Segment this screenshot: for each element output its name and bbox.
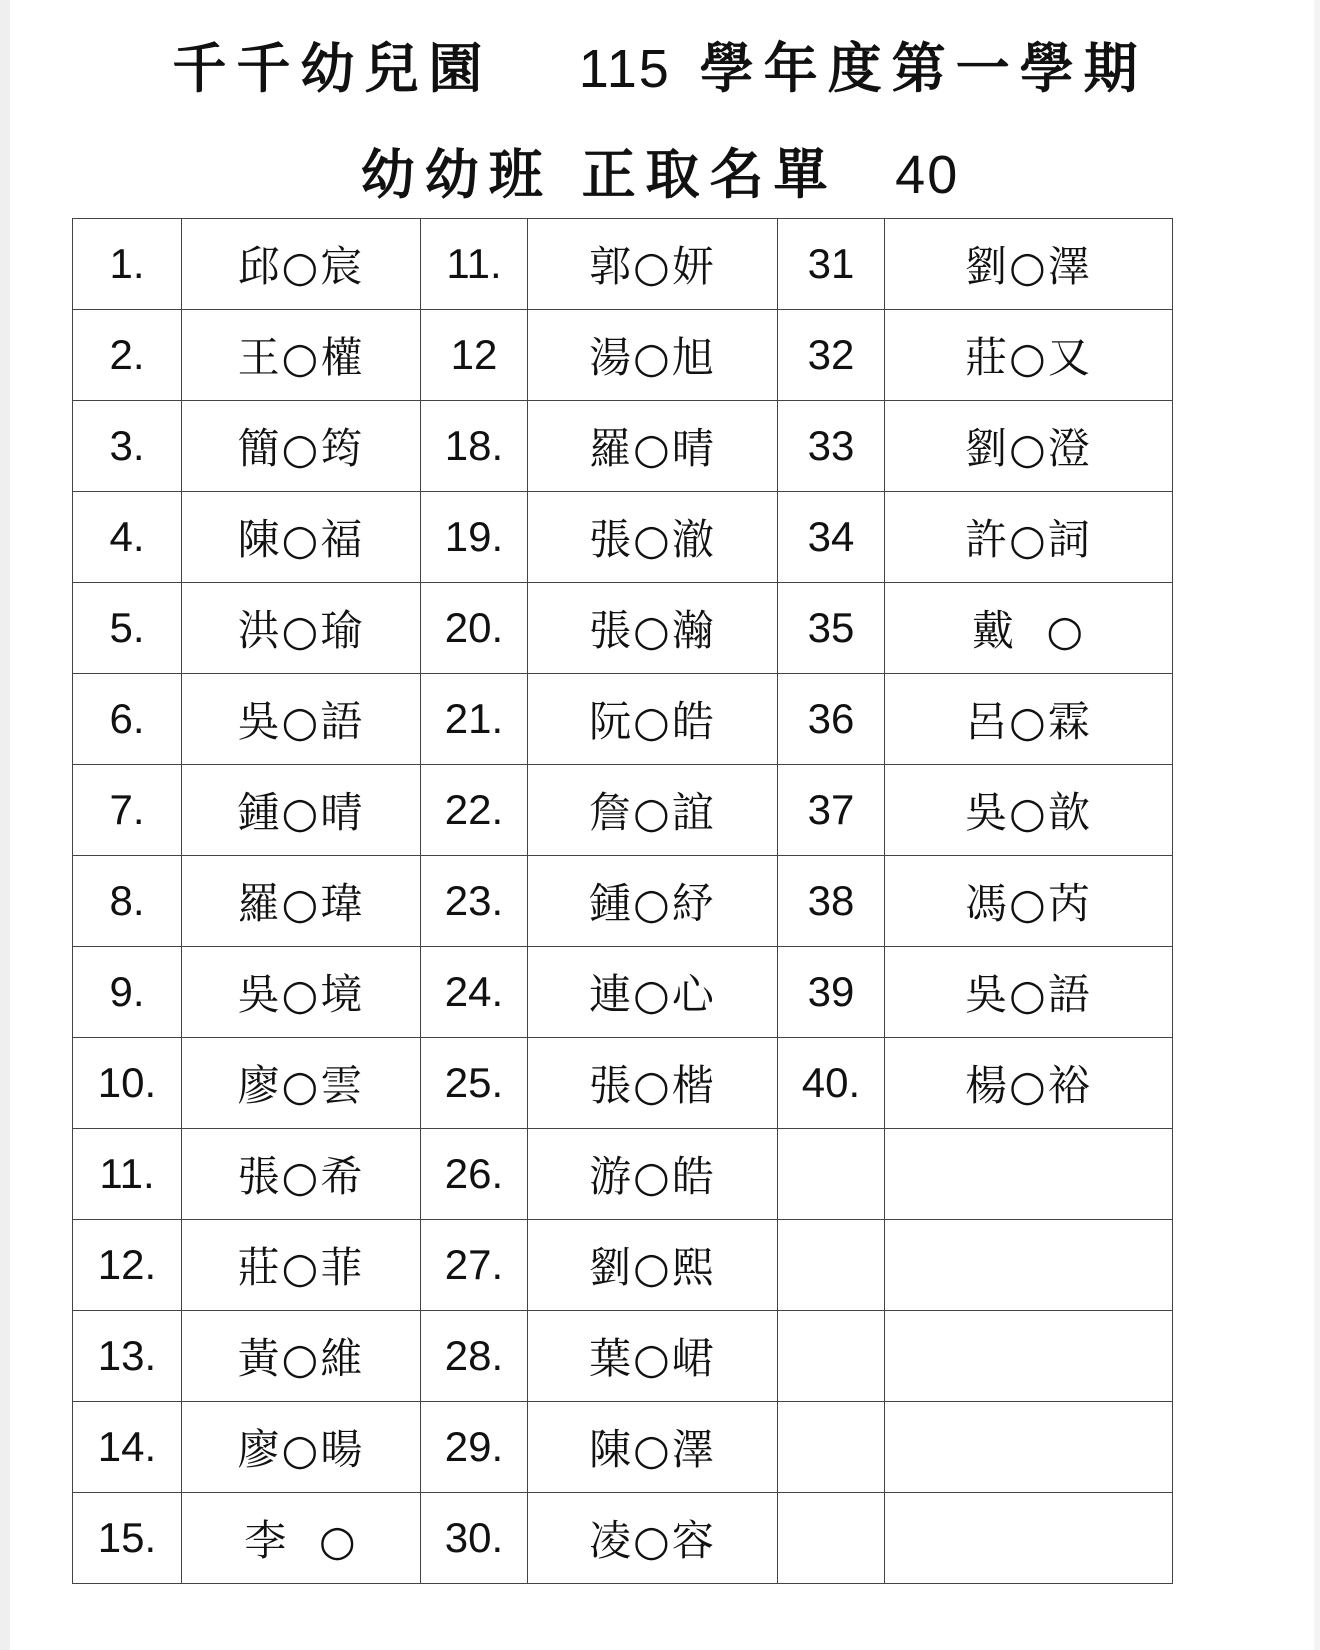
col1-number: 8. (73, 856, 182, 947)
col1-number: 9. (73, 947, 182, 1038)
col2-number: 20. (421, 583, 528, 674)
col1-student-name: 羅○瑋 (182, 856, 421, 947)
table-row (73, 1402, 1173, 1493)
document-subtitle (0, 132, 1320, 209)
col3-number: 36 (778, 674, 885, 765)
col2-student-name: 葉○峮 (528, 1311, 778, 1402)
page-right-edge (1314, 0, 1320, 1650)
col3-student-name: 劉○澤 (885, 219, 1173, 310)
col2-student-name: 張○楷 (528, 1038, 778, 1129)
academic-year: 115 (578, 39, 671, 99)
col3-number: 33 (778, 401, 885, 492)
col2-student-name: 郭○妍 (528, 219, 778, 310)
col3-number (778, 1129, 885, 1220)
col3-number (778, 1220, 885, 1311)
col2-student-name: 凌○容 (528, 1493, 778, 1584)
col2-student-name: 鍾○紓 (528, 856, 778, 947)
col2-number: 26. (421, 1129, 528, 1220)
col1-student-name: 廖○雲 (182, 1038, 421, 1129)
col1-number: 14. (73, 1402, 182, 1493)
col1-student-name: 鍾○晴 (182, 765, 421, 856)
col3-student-name: 劉○澄 (885, 401, 1173, 492)
table-row (73, 219, 1173, 310)
col1-number: 13. (73, 1311, 182, 1402)
col2-number: 18. (421, 401, 528, 492)
col3-student-name (885, 1220, 1173, 1311)
table-row (73, 1129, 1173, 1220)
table-row (73, 310, 1173, 401)
col1-number: 15. (73, 1493, 182, 1584)
col3-student-name: 馮○芮 (885, 856, 1173, 947)
col1-student-name: 廖○暘 (182, 1402, 421, 1493)
col1-student-name: 洪○瑜 (182, 583, 421, 674)
table-row (73, 1311, 1173, 1402)
col3-student-name (885, 1129, 1173, 1220)
col2-student-name: 陳○澤 (528, 1402, 778, 1493)
table-row (73, 492, 1173, 583)
col3-number: 35 (778, 583, 885, 674)
col3-number (778, 1493, 885, 1584)
term-label: 學年度第一學期 (699, 36, 1148, 100)
school-name: 千千幼兒園 (172, 36, 493, 100)
col1-student-name: 張○希 (182, 1129, 421, 1220)
col1-student-name: 李 ○ (182, 1493, 421, 1584)
col3-student-name: 吳○語 (885, 947, 1173, 1038)
col1-student-name: 吳○境 (182, 947, 421, 1038)
table-row (73, 674, 1173, 765)
col2-student-name: 羅○晴 (528, 401, 778, 492)
col1-student-name: 莊○菲 (182, 1220, 421, 1311)
col3-number: 34 (778, 492, 885, 583)
col3-number: 39 (778, 947, 885, 1038)
col3-number (778, 1402, 885, 1493)
col2-number: 11. (421, 219, 528, 310)
col3-number: 38 (778, 856, 885, 947)
col1-student-name: 陳○福 (182, 492, 421, 583)
col2-number: 21. (421, 674, 528, 765)
col3-student-name (885, 1311, 1173, 1402)
document-title (0, 26, 1320, 103)
col3-student-name: 莊○又 (885, 310, 1173, 401)
col1-number: 10. (73, 1038, 182, 1129)
col2-number: 22. (421, 765, 528, 856)
col2-student-name: 劉○熙 (528, 1220, 778, 1311)
col1-student-name: 吳○語 (182, 674, 421, 765)
col3-number: 37 (778, 765, 885, 856)
col1-student-name: 黃○維 (182, 1311, 421, 1402)
col2-number: 28. (421, 1311, 528, 1402)
col1-number: 5. (73, 583, 182, 674)
col2-student-name: 湯○旭 (528, 310, 778, 401)
col1-number: 3. (73, 401, 182, 492)
col3-number: 32 (778, 310, 885, 401)
col1-number: 12. (73, 1220, 182, 1311)
col1-number: 4. (73, 492, 182, 583)
page-left-edge (0, 0, 10, 1650)
col3-number (778, 1311, 885, 1402)
roster-body (73, 219, 1173, 1584)
col2-number: 23. (421, 856, 528, 947)
class-name: 幼幼班 (360, 142, 553, 206)
col3-student-name: 楊○裕 (885, 1038, 1173, 1129)
table-row (73, 1038, 1173, 1129)
col1-number: 2. (73, 310, 182, 401)
table-row (73, 856, 1173, 947)
col2-student-name: 游○皓 (528, 1129, 778, 1220)
col2-student-name: 張○瀚 (528, 583, 778, 674)
col3-number: 31 (778, 219, 885, 310)
list-label: 正取名單 (581, 142, 838, 206)
table-row (73, 1220, 1173, 1311)
col3-student-name: 呂○霖 (885, 674, 1173, 765)
table-row (73, 1493, 1173, 1584)
table-row (73, 765, 1173, 856)
col1-student-name: 邱○宸 (182, 219, 421, 310)
col3-student-name (885, 1493, 1173, 1584)
col1-student-name: 簡○筠 (182, 401, 421, 492)
col3-student-name: 戴 ○ (885, 583, 1173, 674)
col3-student-name: 許○詞 (885, 492, 1173, 583)
col2-student-name: 阮○皓 (528, 674, 778, 765)
col2-number: 27. (421, 1220, 528, 1311)
col2-number: 25. (421, 1038, 528, 1129)
col1-number: 7. (73, 765, 182, 856)
col2-number: 30. (421, 1493, 528, 1584)
col2-number: 29. (421, 1402, 528, 1493)
admission-count: 40 (895, 145, 960, 205)
col3-number: 40. (778, 1038, 885, 1129)
col3-student-name (885, 1402, 1173, 1493)
col1-number: 1. (73, 219, 182, 310)
col2-number: 19. (421, 492, 528, 583)
col2-number: 12 (421, 310, 528, 401)
col1-number: 6. (73, 674, 182, 765)
table-row (73, 947, 1173, 1038)
col2-student-name: 連○心 (528, 947, 778, 1038)
col1-number: 11. (73, 1129, 182, 1220)
col2-student-name: 張○澈 (528, 492, 778, 583)
table-row (73, 583, 1173, 674)
table-row (73, 401, 1173, 492)
col1-student-name: 王○權 (182, 310, 421, 401)
col2-number: 24. (421, 947, 528, 1038)
admission-roster-table (72, 218, 1173, 1584)
col2-student-name: 詹○誼 (528, 765, 778, 856)
col3-student-name: 吳○歆 (885, 765, 1173, 856)
